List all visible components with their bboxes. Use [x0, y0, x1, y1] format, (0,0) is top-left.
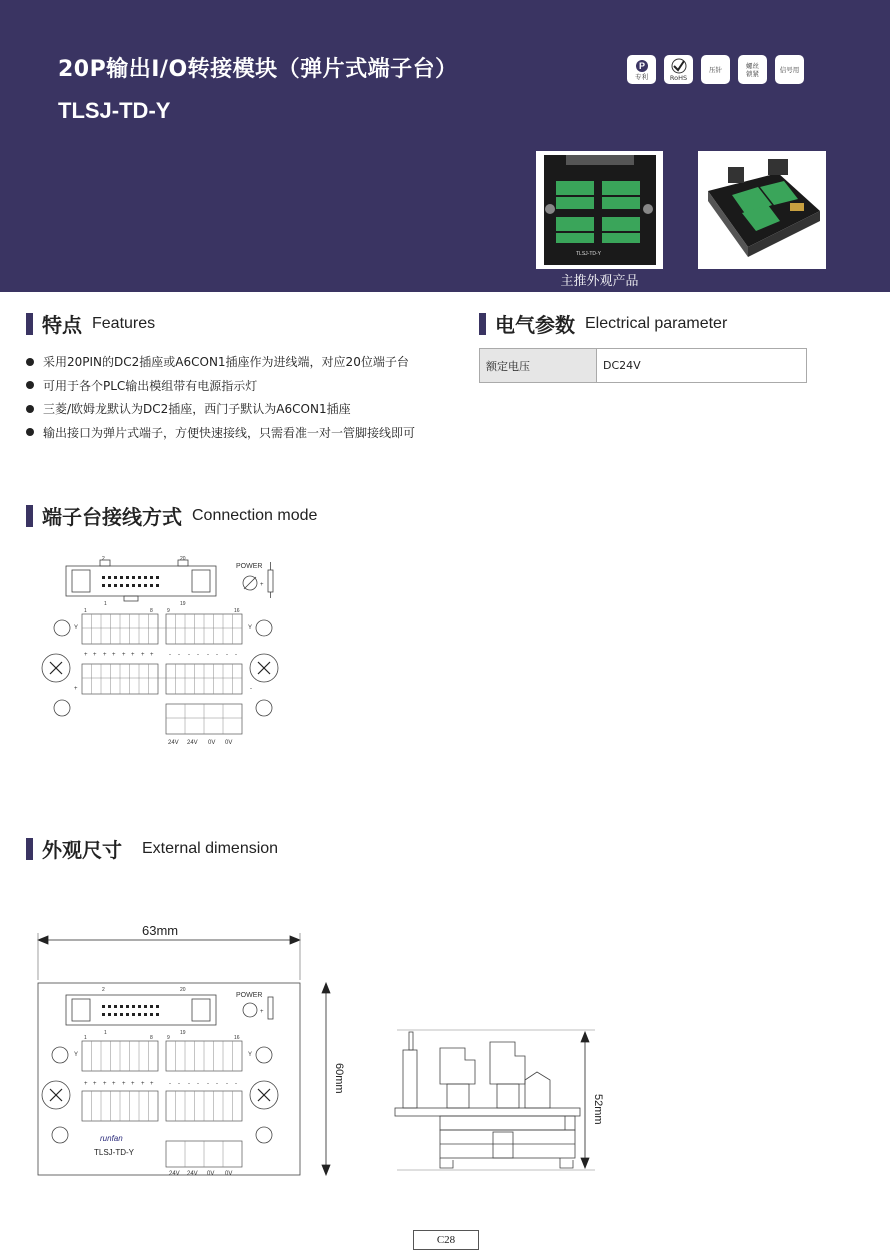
bullet-icon — [26, 405, 34, 413]
svg-text:-: - — [207, 1081, 209, 1087]
section-marker — [26, 313, 33, 335]
svg-text:+: + — [93, 1081, 97, 1087]
svg-text:63mm: 63mm — [142, 923, 179, 938]
svg-text:0V: 0V — [208, 740, 216, 746]
features-title-en: Features — [92, 314, 156, 332]
svg-text:-: - — [216, 652, 218, 658]
rohs-check-icon: RoHS — [664, 55, 693, 84]
svg-text:24V: 24V — [187, 1171, 198, 1177]
svg-text:+: + — [260, 1009, 264, 1015]
connection-diagram — [36, 556, 296, 751]
signal-icon: 信号用 — [775, 55, 804, 84]
svg-text:19: 19 — [180, 601, 186, 607]
product-photo-top — [536, 151, 663, 269]
param-key: 额定电压 — [480, 349, 597, 382]
svg-text:-: - — [169, 1081, 171, 1087]
svg-text:9: 9 — [167, 1035, 170, 1041]
list-item: 三菱/欧姆龙默认为DC2插座，西门子默认为A6CON1插座 — [26, 397, 415, 421]
connection-title-en: Connection mode — [192, 506, 318, 524]
dimension-title-en: External dimension — [142, 839, 279, 857]
svg-text:Y: Y — [74, 1052, 79, 1058]
list-item: 采用20PIN的DC2插座或A6CON1插座作为进线端，对应20位端子台 — [26, 350, 415, 374]
features-title-zh: 特点 — [42, 313, 82, 337]
svg-text:Y: Y — [248, 1052, 253, 1058]
svg-text:+: + — [260, 582, 264, 588]
svg-text:1: 1 — [84, 608, 87, 614]
svg-text:-: - — [216, 1081, 218, 1087]
features-list — [26, 350, 415, 444]
svg-text:24V: 24V — [187, 740, 198, 746]
photo-caption: 主推外观产品 — [560, 274, 639, 289]
svg-text:+: + — [103, 1081, 107, 1087]
svg-text:+: + — [93, 652, 97, 658]
dimension-drawing-side — [385, 1020, 625, 1180]
svg-text:16: 16 — [234, 608, 240, 614]
svg-text:TLSJ-TD-Y: TLSJ-TD-Y — [576, 251, 601, 257]
svg-text:-: - — [169, 652, 171, 658]
svg-text:0V: 0V — [225, 1171, 233, 1177]
connection-title-zh: 端子台接线方式 — [42, 505, 182, 529]
svg-text:0V: 0V — [207, 1171, 215, 1177]
svg-text:+: + — [84, 652, 88, 658]
features-heading — [26, 309, 155, 338]
svg-text:-: - — [226, 652, 228, 658]
svg-text:0V: 0V — [225, 740, 233, 746]
svg-text:+: + — [74, 686, 78, 692]
electrical-title-en: Electrical parameter — [585, 314, 728, 332]
electrical-heading — [479, 309, 727, 338]
certification-badges — [627, 55, 804, 84]
svg-text:24V: 24V — [168, 740, 179, 746]
svg-text:+: + — [112, 1081, 116, 1087]
svg-text:Y: Y — [248, 625, 253, 631]
bullet-icon — [26, 358, 34, 366]
svg-text:+: + — [103, 652, 107, 658]
section-marker — [26, 838, 33, 860]
svg-text:-: - — [197, 1081, 199, 1087]
svg-text:+: + — [131, 652, 135, 658]
dimension-title-zh: 外观尺寸 — [42, 838, 122, 862]
svg-text:20: 20 — [180, 987, 186, 993]
svg-text:60mm: 60mm — [333, 1063, 345, 1094]
svg-text:+: + — [112, 652, 116, 658]
svg-text:9: 9 — [167, 608, 170, 614]
patent-icon: P 专利 — [627, 55, 656, 84]
svg-text:Y: Y — [74, 625, 79, 631]
svg-text:+: + — [84, 1081, 88, 1087]
svg-text:P: P — [638, 60, 645, 71]
svg-text:-: - — [235, 652, 237, 658]
crimp-pin-icon: 压针 — [701, 55, 730, 84]
svg-text:runfan: runfan — [100, 1134, 123, 1143]
svg-text:+: + — [141, 652, 145, 658]
list-item: 可用于各个PLC输出模组带有电源指示灯 — [26, 374, 415, 398]
svg-text:+: + — [131, 1081, 135, 1087]
bullet-icon — [26, 428, 34, 436]
svg-text:-: - — [235, 1081, 237, 1087]
svg-text:TLSJ-TD-Y: TLSJ-TD-Y — [94, 1148, 134, 1157]
svg-text:2: 2 — [102, 987, 105, 993]
param-value: DC24V — [603, 359, 641, 372]
dimension-drawing-front — [30, 915, 350, 1180]
bullet-icon — [26, 381, 34, 389]
svg-text:24V: 24V — [169, 1171, 180, 1177]
svg-text:-: - — [188, 652, 190, 658]
section-marker — [26, 505, 33, 527]
svg-text:1: 1 — [104, 601, 107, 607]
param-row — [479, 348, 807, 383]
svg-text:+: + — [122, 652, 126, 658]
svg-text:-: - — [207, 652, 209, 658]
svg-text:1: 1 — [104, 1030, 107, 1036]
svg-text:+: + — [150, 1081, 154, 1087]
svg-text:52mm: 52mm — [592, 1094, 604, 1125]
list-item: 输出接口为弹片式端子，方便快速接线，只需看准一对一管脚接线即可 — [26, 421, 415, 445]
svg-text:+: + — [150, 652, 154, 658]
product-title: 20P输出I/O转接模块（弹片式端子台） — [58, 57, 458, 82]
svg-text:16: 16 — [234, 1035, 240, 1041]
dimension-heading — [26, 834, 278, 863]
connection-heading — [26, 501, 317, 530]
svg-text:POWER: POWER — [236, 563, 263, 570]
svg-text:8: 8 — [150, 608, 153, 614]
screw-lock-icon: 螺丝 锁紧 — [738, 55, 767, 84]
svg-text:+: + — [141, 1081, 145, 1087]
svg-text:-: - — [197, 652, 199, 658]
svg-text:POWER: POWER — [236, 992, 263, 999]
svg-text:8: 8 — [150, 1035, 153, 1041]
svg-text:-: - — [188, 1081, 190, 1087]
svg-text:+: + — [122, 1081, 126, 1087]
svg-text:20: 20 — [180, 556, 186, 562]
svg-text:-: - — [178, 652, 180, 658]
svg-text:19: 19 — [180, 1030, 186, 1036]
svg-text:2: 2 — [102, 556, 105, 562]
electrical-title-zh: 电气参数 — [495, 313, 575, 337]
svg-text:-: - — [178, 1081, 180, 1087]
section-marker — [479, 313, 486, 335]
svg-text:-: - — [226, 1081, 228, 1087]
product-photo-angle — [698, 151, 826, 269]
svg-text:-: - — [250, 686, 252, 692]
svg-text:1: 1 — [84, 1035, 87, 1041]
page-number: C28 — [413, 1230, 479, 1250]
product-model: TLSJ-TD-Y — [58, 98, 171, 123]
